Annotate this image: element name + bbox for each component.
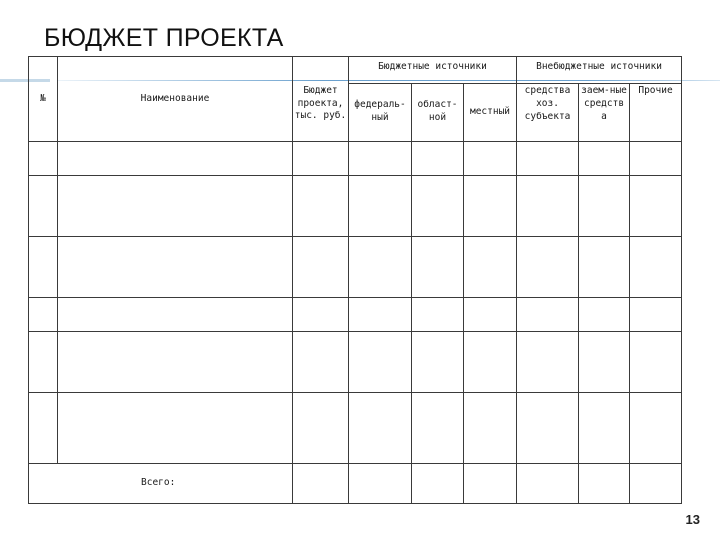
total-cell[interactable] xyxy=(412,464,464,504)
table-cell[interactable] xyxy=(293,142,349,176)
table-cell[interactable] xyxy=(349,298,412,332)
table-cell[interactable] xyxy=(517,237,579,298)
table-cell[interactable] xyxy=(293,176,349,237)
header-federal: федераль-ный xyxy=(349,84,412,142)
table-cell[interactable] xyxy=(58,332,293,393)
page-number: 13 xyxy=(685,512,700,527)
table-cell[interactable] xyxy=(412,176,464,237)
total-cell[interactable] xyxy=(293,464,349,504)
header-row-top xyxy=(29,57,682,84)
budget-table xyxy=(28,56,682,504)
table-cell[interactable] xyxy=(630,298,682,332)
table-cell[interactable] xyxy=(579,237,630,298)
header-own-funds: средства хоз. субъекта xyxy=(517,84,579,142)
header-number: № xyxy=(29,57,58,142)
table-cell[interactable] xyxy=(630,393,682,464)
table-row xyxy=(29,176,682,237)
table-cell[interactable] xyxy=(58,237,293,298)
table-cell[interactable] xyxy=(517,176,579,237)
table-cell[interactable] xyxy=(29,332,58,393)
table-cell[interactable] xyxy=(29,142,58,176)
table-cell[interactable] xyxy=(579,393,630,464)
table-cell[interactable] xyxy=(349,393,412,464)
table-cell[interactable] xyxy=(517,142,579,176)
table-cell[interactable] xyxy=(464,393,517,464)
table-cell[interactable] xyxy=(412,332,464,393)
table-cell[interactable] xyxy=(464,298,517,332)
table-cell[interactable] xyxy=(412,142,464,176)
total-row xyxy=(29,464,682,504)
header-budget-sources: Бюджетные источники xyxy=(349,57,517,84)
table-cell[interactable] xyxy=(293,298,349,332)
header-local: местный xyxy=(464,84,517,142)
table-cell[interactable] xyxy=(29,237,58,298)
table-cell[interactable] xyxy=(58,142,293,176)
table-cell[interactable] xyxy=(579,176,630,237)
table-cell[interactable] xyxy=(464,332,517,393)
table-cell[interactable] xyxy=(349,237,412,298)
table-cell[interactable] xyxy=(630,142,682,176)
table-cell[interactable] xyxy=(293,393,349,464)
total-label: Всего: xyxy=(29,464,293,504)
table-cell[interactable] xyxy=(293,332,349,393)
table-cell[interactable] xyxy=(630,332,682,393)
total-cell[interactable] xyxy=(517,464,579,504)
table-cell[interactable] xyxy=(412,298,464,332)
table-cell[interactable] xyxy=(349,176,412,237)
header-extrabudget-sources: Внебюджетные источники xyxy=(517,57,682,84)
table-row xyxy=(29,142,682,176)
table-cell[interactable] xyxy=(58,176,293,237)
header-name: Наименование xyxy=(58,57,293,142)
table-cell[interactable] xyxy=(579,332,630,393)
total-cell[interactable] xyxy=(579,464,630,504)
table-cell[interactable] xyxy=(412,237,464,298)
table-cell[interactable] xyxy=(29,298,58,332)
table-cell[interactable] xyxy=(29,176,58,237)
table-cell[interactable] xyxy=(58,298,293,332)
table-cell[interactable] xyxy=(579,298,630,332)
total-cell[interactable] xyxy=(464,464,517,504)
table-cell[interactable] xyxy=(412,393,464,464)
table-cell[interactable] xyxy=(349,332,412,393)
header-regional: област-ной xyxy=(412,84,464,142)
table-cell[interactable] xyxy=(464,142,517,176)
header-borrowed-funds: заем-ные средств а xyxy=(579,84,630,142)
table-row xyxy=(29,332,682,393)
table-cell[interactable] xyxy=(349,142,412,176)
table-cell[interactable] xyxy=(293,237,349,298)
table-row xyxy=(29,237,682,298)
table-cell[interactable] xyxy=(29,393,58,464)
table-cell[interactable] xyxy=(630,237,682,298)
table-cell[interactable] xyxy=(517,393,579,464)
header-budget: Бюджет проекта, тыс. руб. xyxy=(293,57,349,142)
table-cell[interactable] xyxy=(464,176,517,237)
total-cell[interactable] xyxy=(630,464,682,504)
header-other: Прочие xyxy=(630,84,682,142)
table-cell[interactable] xyxy=(630,176,682,237)
table-cell[interactable] xyxy=(464,237,517,298)
table-cell[interactable] xyxy=(58,393,293,464)
total-cell[interactable] xyxy=(349,464,412,504)
table-row xyxy=(29,298,682,332)
table-cell[interactable] xyxy=(517,298,579,332)
slide-title: БЮДЖЕТ ПРОЕКТА xyxy=(44,24,284,52)
table-cell[interactable] xyxy=(517,332,579,393)
table-row xyxy=(29,393,682,464)
table-cell[interactable] xyxy=(579,142,630,176)
